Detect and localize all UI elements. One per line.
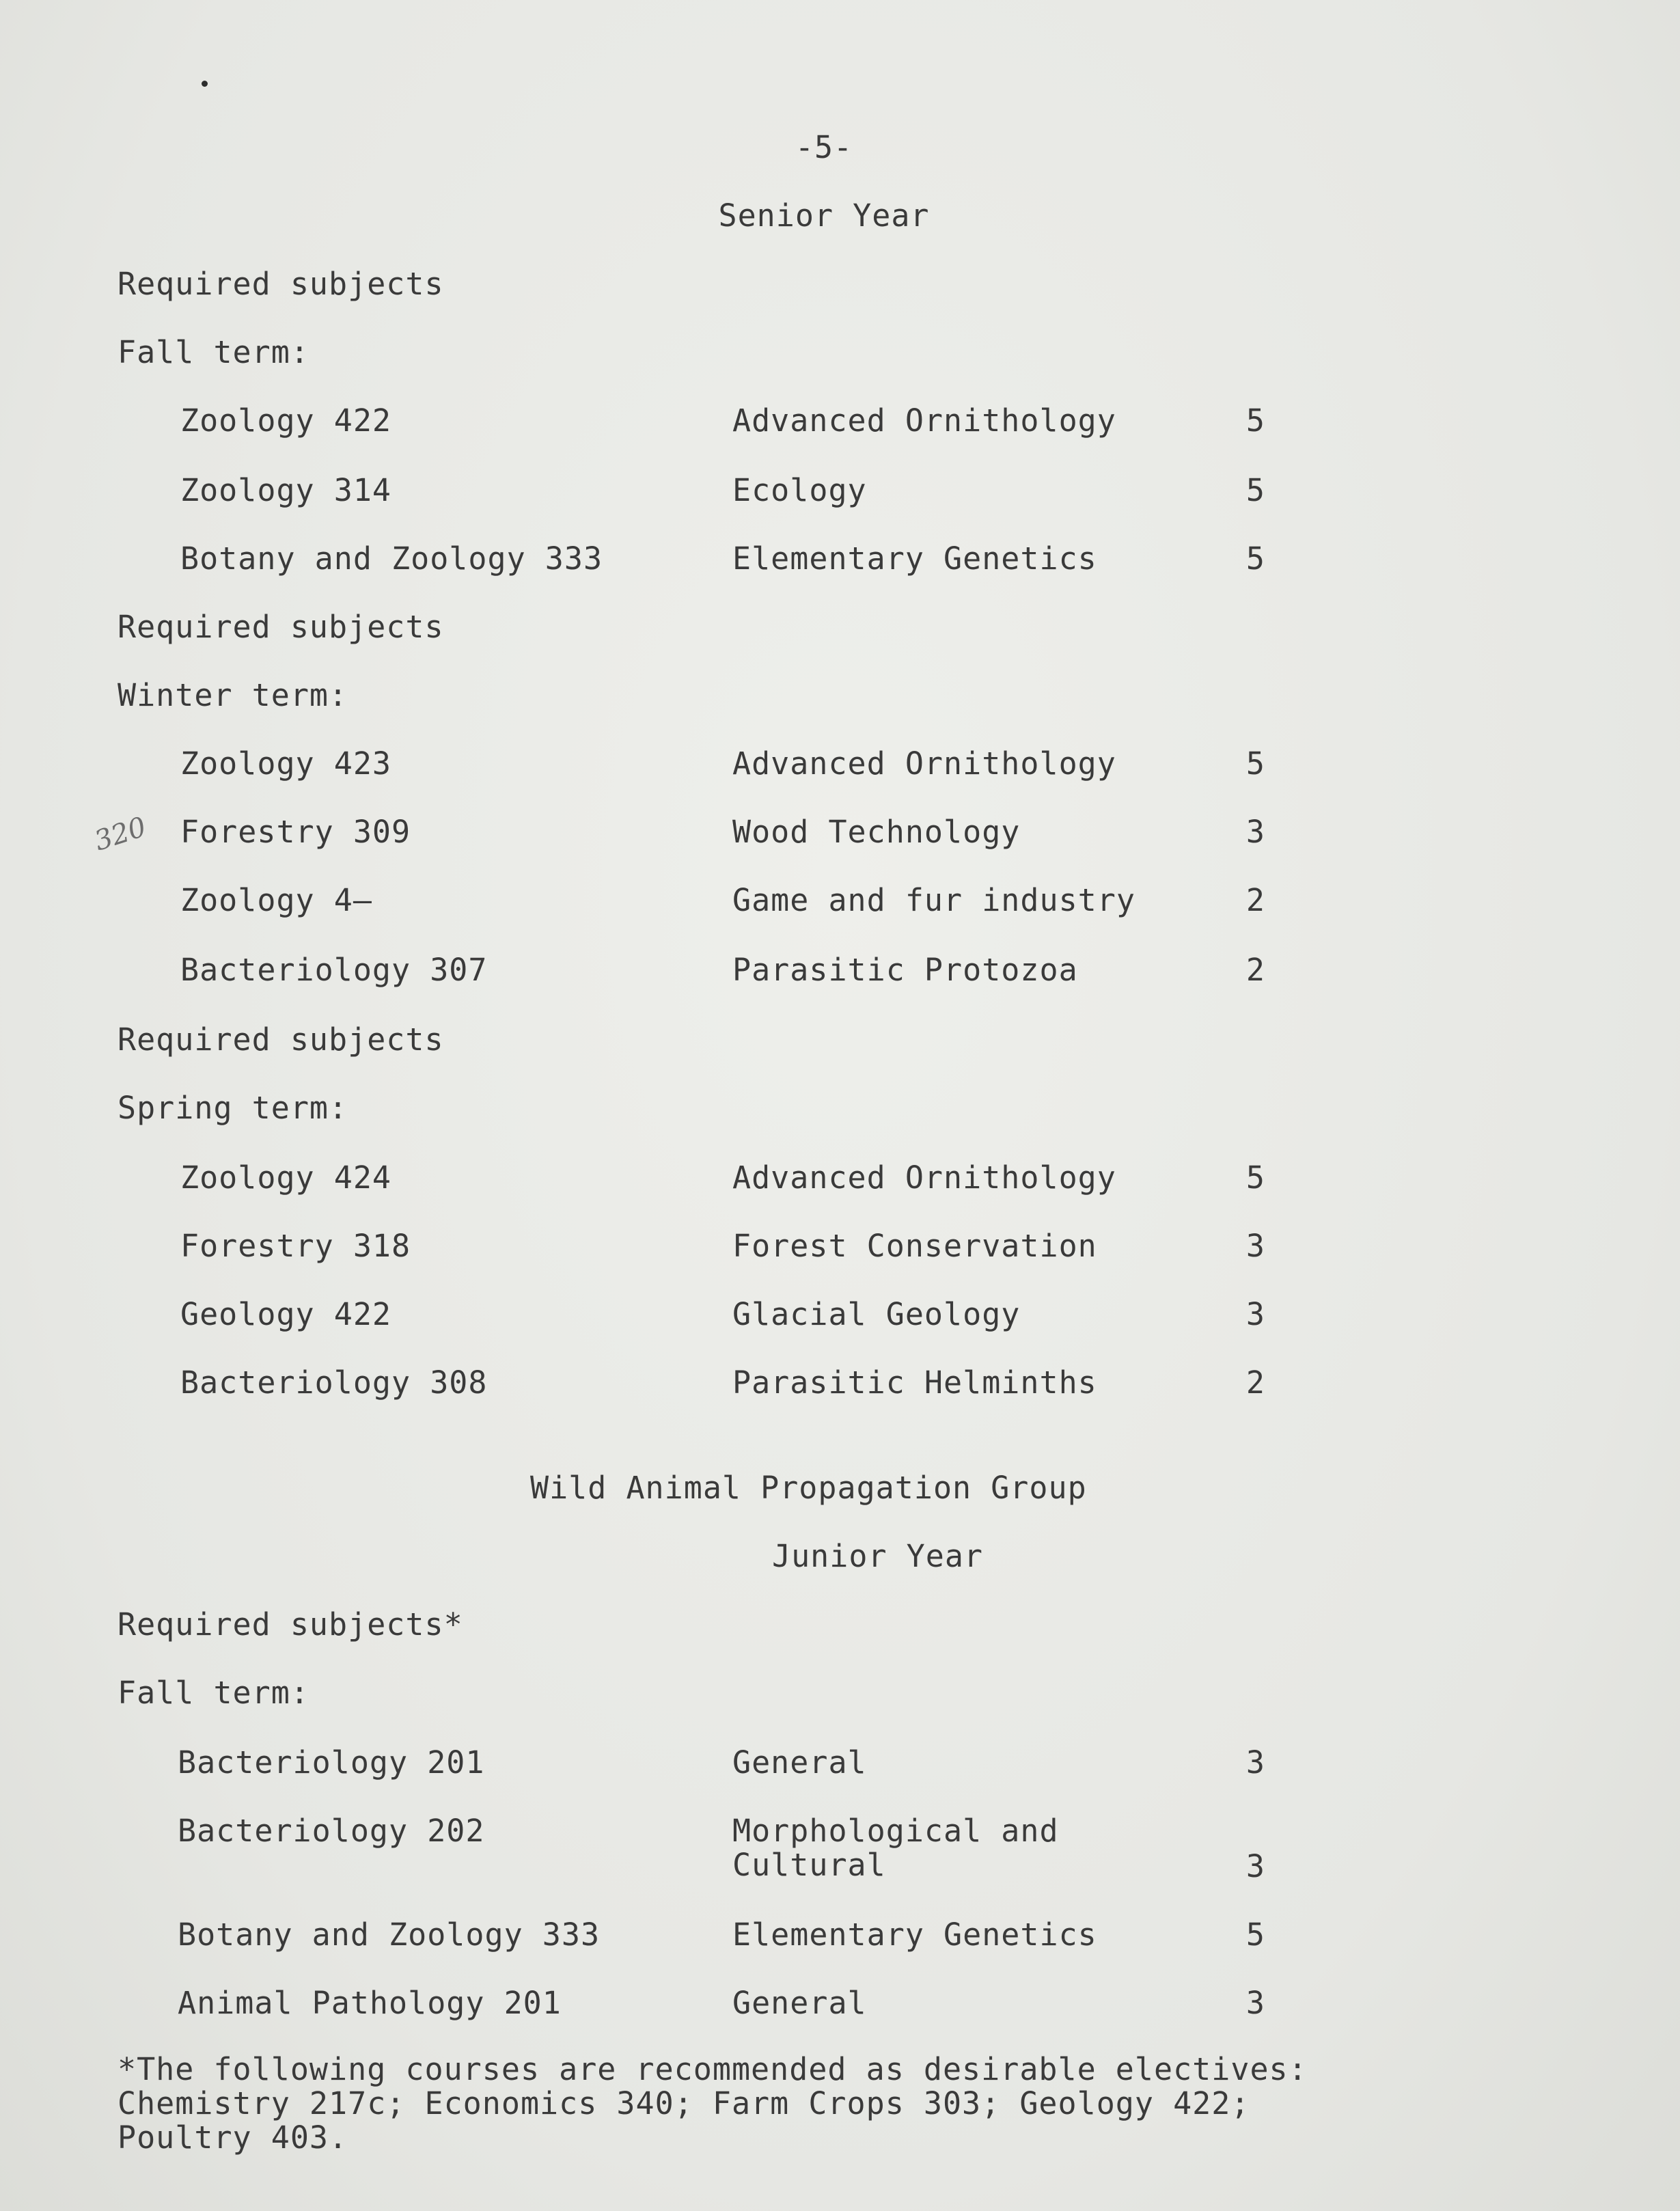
course-title: Ecology — [732, 472, 867, 508]
course-credits: 5 — [1245, 402, 1265, 439]
handwritten-margin-note: 320 — [90, 811, 150, 857]
course-credits: 3 — [1245, 1985, 1265, 2021]
course-credits: 3 — [1245, 1744, 1265, 1781]
course-title: Wood Technology — [732, 814, 1021, 850]
course-credits: 3 — [1245, 1296, 1265, 1332]
term-label-winter: Winter term: — [118, 677, 348, 713]
course-title: Game and fur industry — [732, 882, 1135, 918]
footnote-line: Poultry 403. — [118, 2119, 348, 2156]
course-title: Elementary Genetics — [732, 540, 1097, 577]
term-label-spring: Spring term: — [118, 1090, 348, 1126]
required-subjects-label: Required subjects — [118, 266, 444, 302]
course-credits: 3 — [1245, 1848, 1265, 1884]
required-subjects-label: Required subjects* — [118, 1606, 463, 1643]
course-credits: 3 — [1245, 814, 1265, 850]
course-code: Botany and Zoology 333 — [180, 540, 603, 577]
course-title-continued: Cultural — [732, 1847, 886, 1883]
course-code: Forestry 318 — [180, 1228, 411, 1264]
course-code: Forestry 309 — [180, 814, 411, 850]
footnote — [118, 2052, 1308, 2155]
course-code: Geology 422 — [180, 1296, 392, 1332]
course-code: Bacteriology 201 — [178, 1744, 485, 1781]
course-code: Bacteriology 307 — [180, 952, 488, 988]
course-code: Animal Pathology 201 — [178, 1985, 562, 2021]
course-code: Zoology 314 — [180, 472, 392, 508]
course-credits: 5 — [1245, 1917, 1265, 1953]
course-code: Botany and Zoology 333 — [178, 1917, 601, 1953]
footnote-line: *The following courses are recommended as desirable electives: — [118, 2051, 1308, 2087]
footnote-line: Chemistry 217c; Economics 340; Farm Crops 303; Geology 422; — [118, 2085, 1250, 2121]
term-label-fall: Fall term: — [118, 1675, 309, 1711]
paper-speck — [202, 81, 208, 87]
required-subjects-label: Required subjects — [118, 609, 444, 645]
course-title: Elementary Genetics — [732, 1917, 1097, 1953]
course-credits: 3 — [1245, 1228, 1265, 1264]
course-title: Parasitic Protozoa — [732, 952, 1078, 988]
course-title: General — [732, 1985, 867, 2021]
course-code: Bacteriology 308 — [180, 1364, 488, 1401]
course-title: Advanced Ornithology — [732, 745, 1116, 782]
course-code: Zoology 4– — [180, 882, 372, 918]
required-subjects-label: Required subjects — [118, 1021, 444, 1058]
course-code: Bacteriology 202 — [178, 1813, 485, 1849]
course-credits: 5 — [1245, 1159, 1265, 1196]
course-credits: 2 — [1245, 952, 1265, 988]
section-subheading-junior-year: Junior Year — [772, 1538, 984, 1574]
course-title: Morphological and — [732, 1813, 1059, 1849]
course-title: Glacial Geology — [732, 1296, 1021, 1332]
course-code: Zoology 423 — [180, 745, 392, 782]
course-title: Parasitic Helminths — [732, 1364, 1097, 1401]
course-credits: 5 — [1245, 540, 1265, 577]
course-credits: 5 — [1245, 745, 1265, 782]
course-code: Zoology 422 — [180, 402, 392, 439]
section-heading-group: Wild Animal Propagation Group — [530, 1470, 1087, 1506]
course-credits: 2 — [1245, 1364, 1265, 1401]
course-title: Advanced Ornithology — [732, 402, 1116, 439]
term-label-fall: Fall term: — [118, 334, 309, 370]
course-title: General — [732, 1744, 867, 1781]
course-title: Forest Conservation — [732, 1228, 1097, 1264]
course-code: Zoology 424 — [180, 1159, 392, 1196]
course-credits: 2 — [1245, 882, 1265, 918]
course-credits: 5 — [1245, 472, 1265, 508]
page-number: -5- — [795, 129, 853, 165]
course-title: Advanced Ornithology — [732, 1159, 1116, 1196]
section-heading-senior-year: Senior Year — [718, 197, 930, 234]
